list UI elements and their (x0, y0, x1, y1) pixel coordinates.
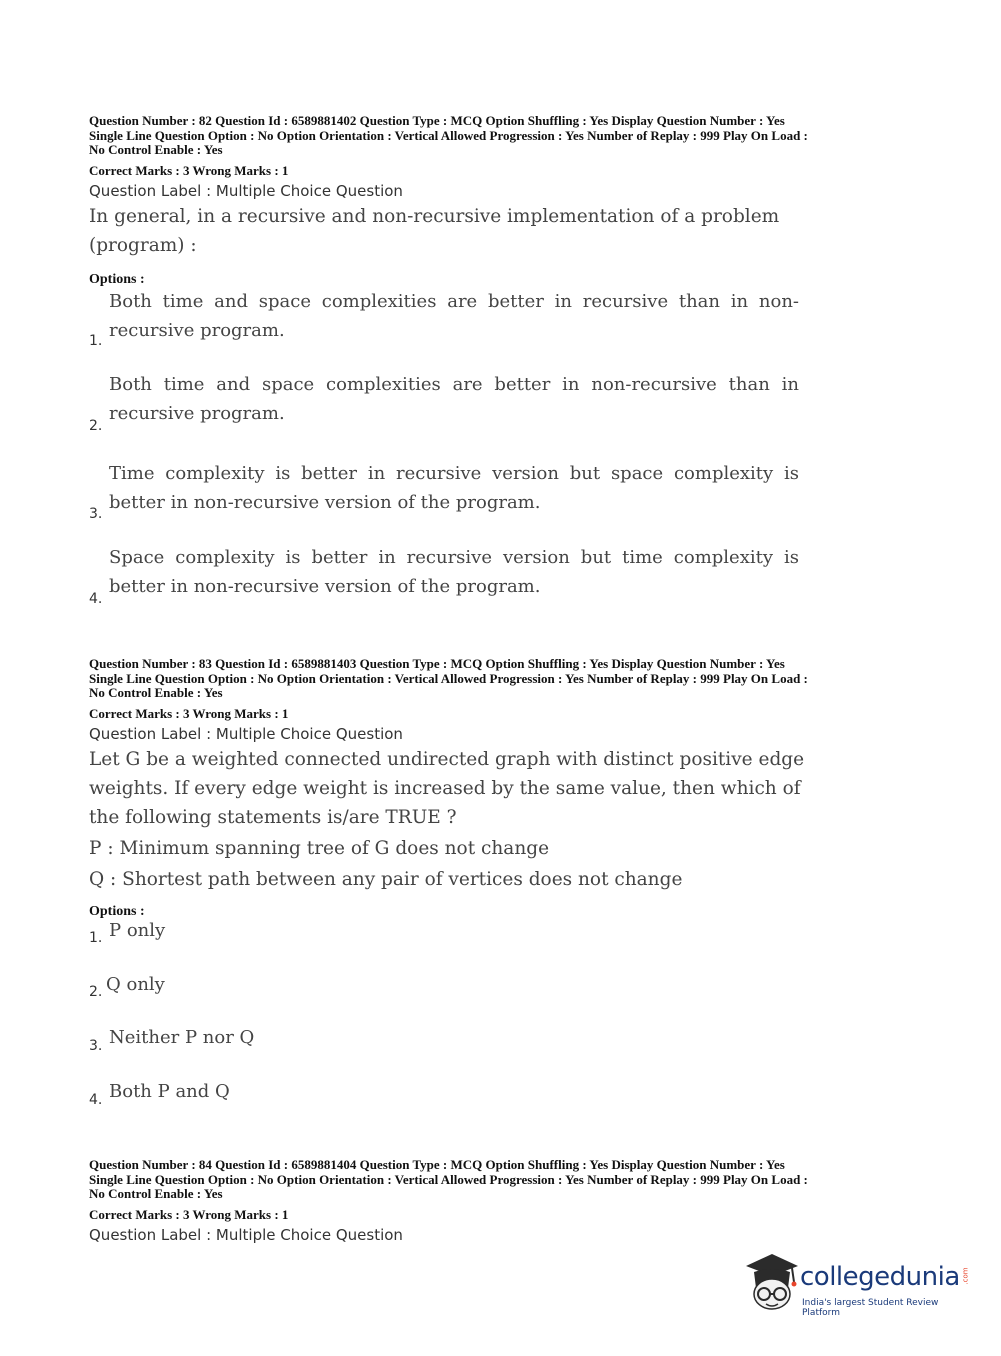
marks: Correct Marks : 3 Wrong Marks : 1 (89, 1206, 289, 1222)
logo-tagline: India's largest Student Review Platform (802, 1298, 939, 1318)
option-number: 1. (89, 930, 103, 946)
options-heading: Options : (89, 271, 145, 287)
meta-line-2: Single Line Question Option : No Option Orientation : Vertical Allowed Progression : Yes Number of Replay : 999 Play On Load : (89, 1171, 808, 1187)
logo-com: .com (961, 1267, 970, 1285)
meta-line-1: Question Number : 84 Question Id : 6589881404 Question Type : MCQ Option Shuffling : Yes Display Question Number : Yes (89, 1157, 785, 1172)
meta-line-2: Single Line Question Option : No Option Orientation : Vertical Allowed Progression : Yes Number of Replay : 999 Play On Load : (89, 670, 808, 686)
meta-line-1: Question Number : 83 Question Id : 6589881403 Question Type : MCQ Option Shuffling : Yes Display Question Number : Yes (89, 656, 785, 671)
options-heading: Options : (89, 903, 145, 919)
option-text: Time complexity is better in recursive version but space complexity is better in non-recursive version of the program. (109, 463, 799, 513)
meta-line-1: Question Number : 82 Question Id : 6589881402 Question Type : MCQ Option Shuffling : Yes Display Question Number : Yes (89, 113, 785, 128)
question-label: Question Label : Multiple Choice Question (89, 724, 403, 743)
meta-line-3: No Control Enable : Yes (89, 1186, 223, 1201)
option-text: Space complexity is better in recursive version but time complexity is better in non-recursive version of the program. (109, 547, 799, 597)
option-number: 3. (89, 506, 103, 522)
option-text: Neither P nor Q (109, 1027, 255, 1048)
marks: Correct Marks : 3 Wrong Marks : 1 (89, 162, 289, 178)
option-text: P only (109, 920, 166, 941)
question-meta (89, 114, 919, 158)
option-number: 2. (89, 984, 103, 1000)
mascot-icon (742, 1248, 802, 1314)
meta-line-2: Single Line Question Option : No Option Orientation : Vertical Allowed Progression : Yes Number of Replay : 999 Play On Load : (89, 127, 808, 143)
option-number: 4. (89, 1092, 103, 1108)
option-number: 4. (89, 591, 103, 607)
option-text: Q only (106, 974, 165, 995)
question-stem: In general, in a recursive and non-recursive implementation of a problem (program) : (89, 205, 780, 256)
collegedunia-logo (742, 1248, 972, 1318)
question-meta (89, 657, 919, 701)
option-text: Both P and Q (109, 1081, 230, 1102)
statement-p: P : Minimum spanning tree of G does not change (89, 837, 550, 859)
option-text: Both time and space complexities are better in recursive than in non-recursive program. (109, 291, 799, 341)
question-84 (89, 1158, 919, 1244)
option-text: Both time and space complexities are better in non-recursive than in recursive program. (109, 374, 799, 424)
question-label: Question Label : Multiple Choice Question (89, 181, 403, 200)
statement-q: Q : Shortest path between any pair of vertices does not change (89, 868, 683, 890)
question-82 (89, 114, 919, 288)
question-stem: Let G be a weighted connected undirected graph with distinct positive edge weights. If every edge weight is increased by the same value, then which of the following statements is/are TRUE ? (89, 748, 805, 828)
question-meta (89, 1158, 919, 1202)
option-number: 1. (89, 333, 103, 349)
question-83 (89, 657, 919, 920)
meta-line-3: No Control Enable : Yes (89, 685, 223, 700)
meta-line-3: No Control Enable : Yes (89, 142, 223, 157)
question-label: Question Label : Multiple Choice Question (89, 1225, 403, 1244)
logo-wordmark: collegedunia (800, 1262, 960, 1292)
option-number: 3. (89, 1038, 103, 1054)
option-number: 2. (89, 418, 103, 434)
marks: Correct Marks : 3 Wrong Marks : 1 (89, 705, 289, 721)
